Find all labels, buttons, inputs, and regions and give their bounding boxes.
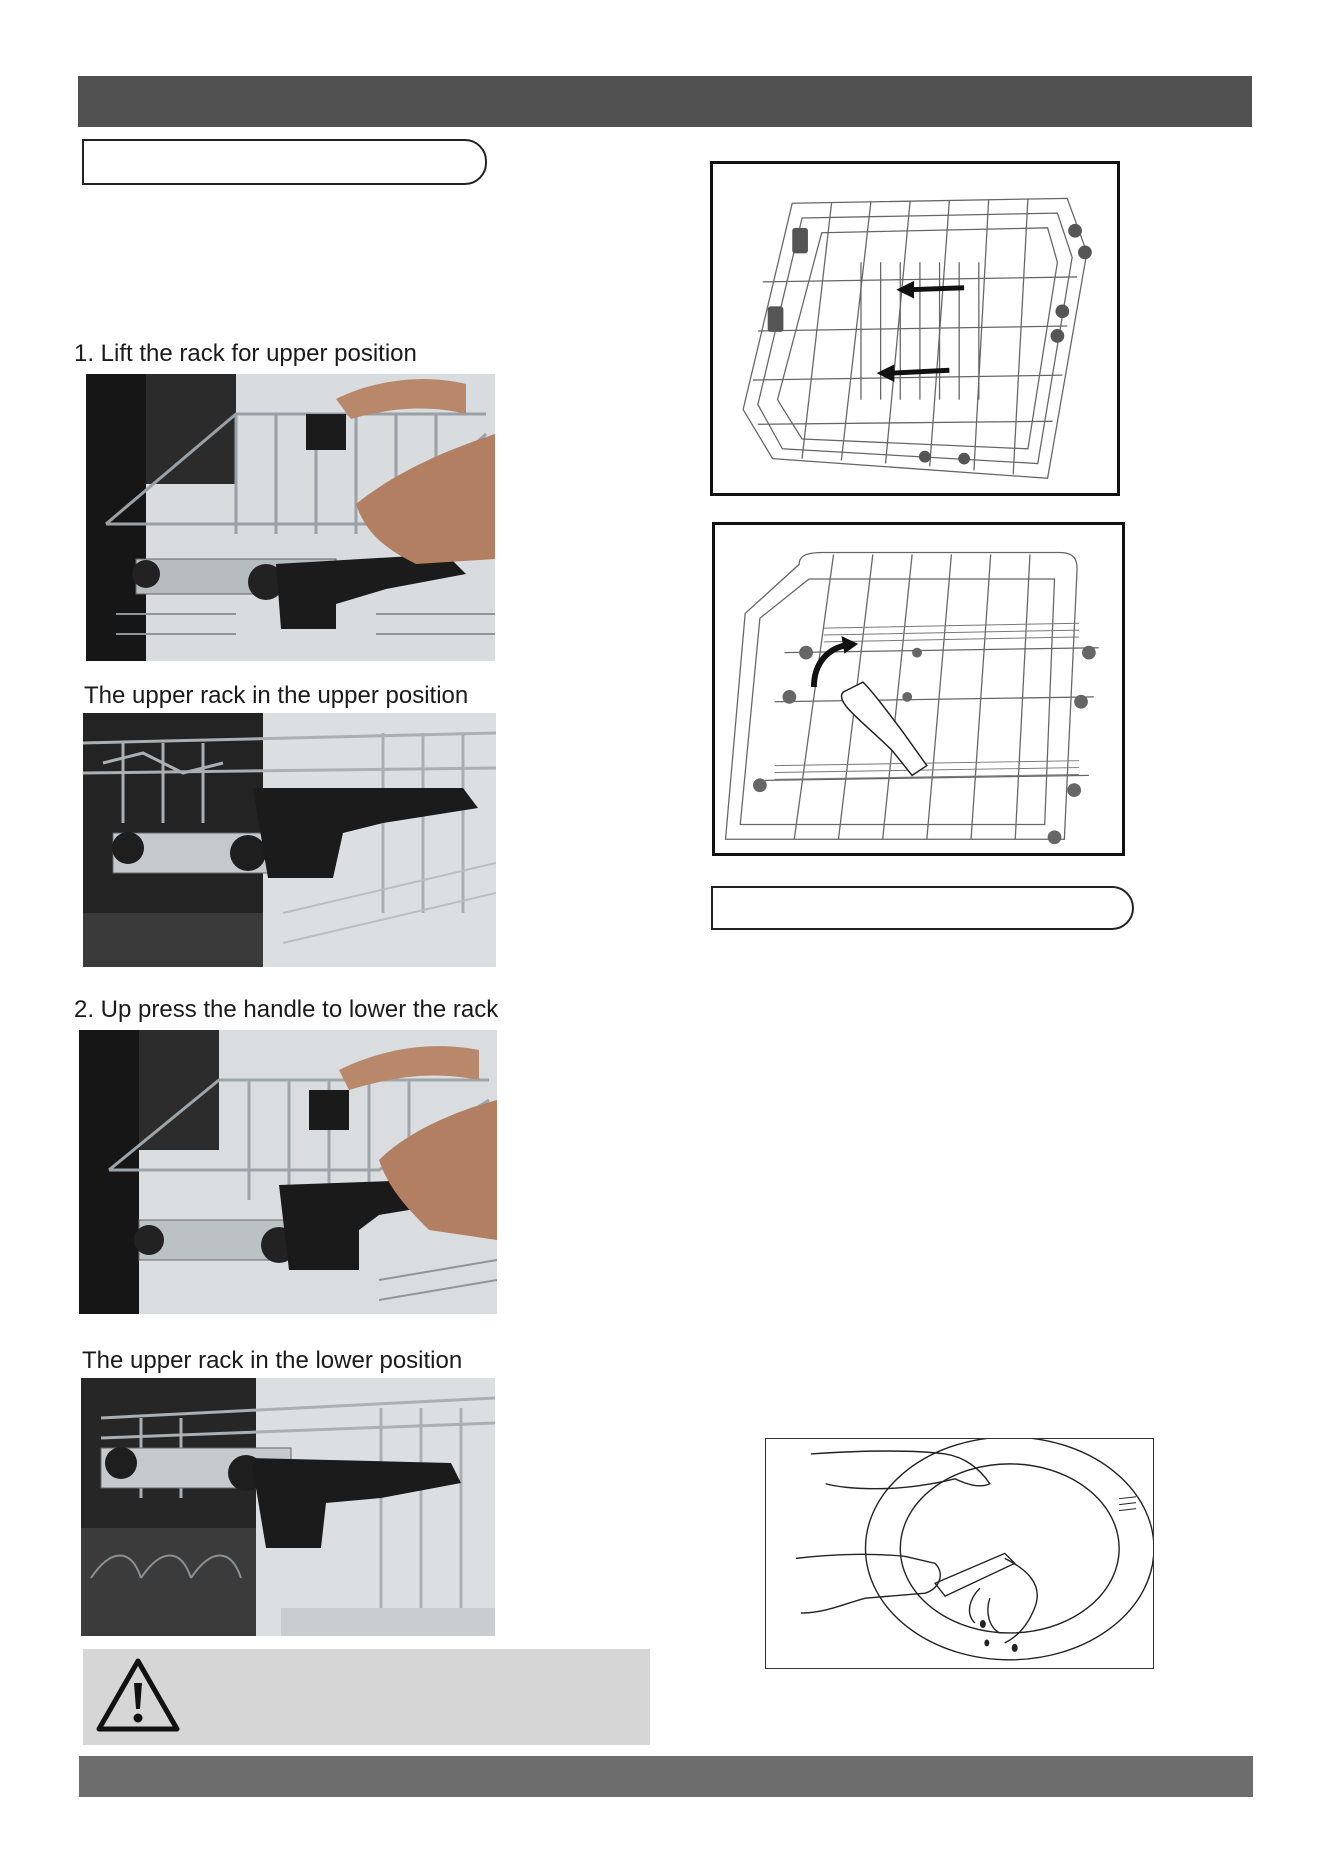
diagram-scrape-plate: [765, 1438, 1154, 1669]
caption-step-1: 1. Lift the rack for upper position: [74, 340, 417, 367]
caption-lower-position: The upper rack in the lower position: [82, 1347, 463, 1374]
caption-upper-position: The upper rack in the upper position: [84, 682, 469, 709]
diagram-folding-tines: [712, 522, 1125, 856]
photo-upper-position: [83, 713, 496, 967]
header-bar: [78, 76, 1252, 127]
arrow-left-icon: [896, 281, 964, 299]
warning-triangle-icon: [95, 1655, 181, 1735]
caption-step-2: 2. Up press the handle to lower the rack: [74, 996, 499, 1023]
warning-box: [83, 1649, 650, 1745]
arrow-left-icon: [877, 364, 950, 382]
diagram-rack-arrows: [710, 161, 1120, 496]
footer-bar: [79, 1756, 1253, 1797]
section-label-box-right: [711, 886, 1134, 930]
curved-arrow-icon: [814, 636, 858, 687]
photo-lift-rack: [86, 374, 495, 661]
photo-lower-position: [81, 1378, 495, 1636]
photo-lower-rack: [79, 1030, 497, 1314]
section-label-box-left: [82, 139, 487, 185]
